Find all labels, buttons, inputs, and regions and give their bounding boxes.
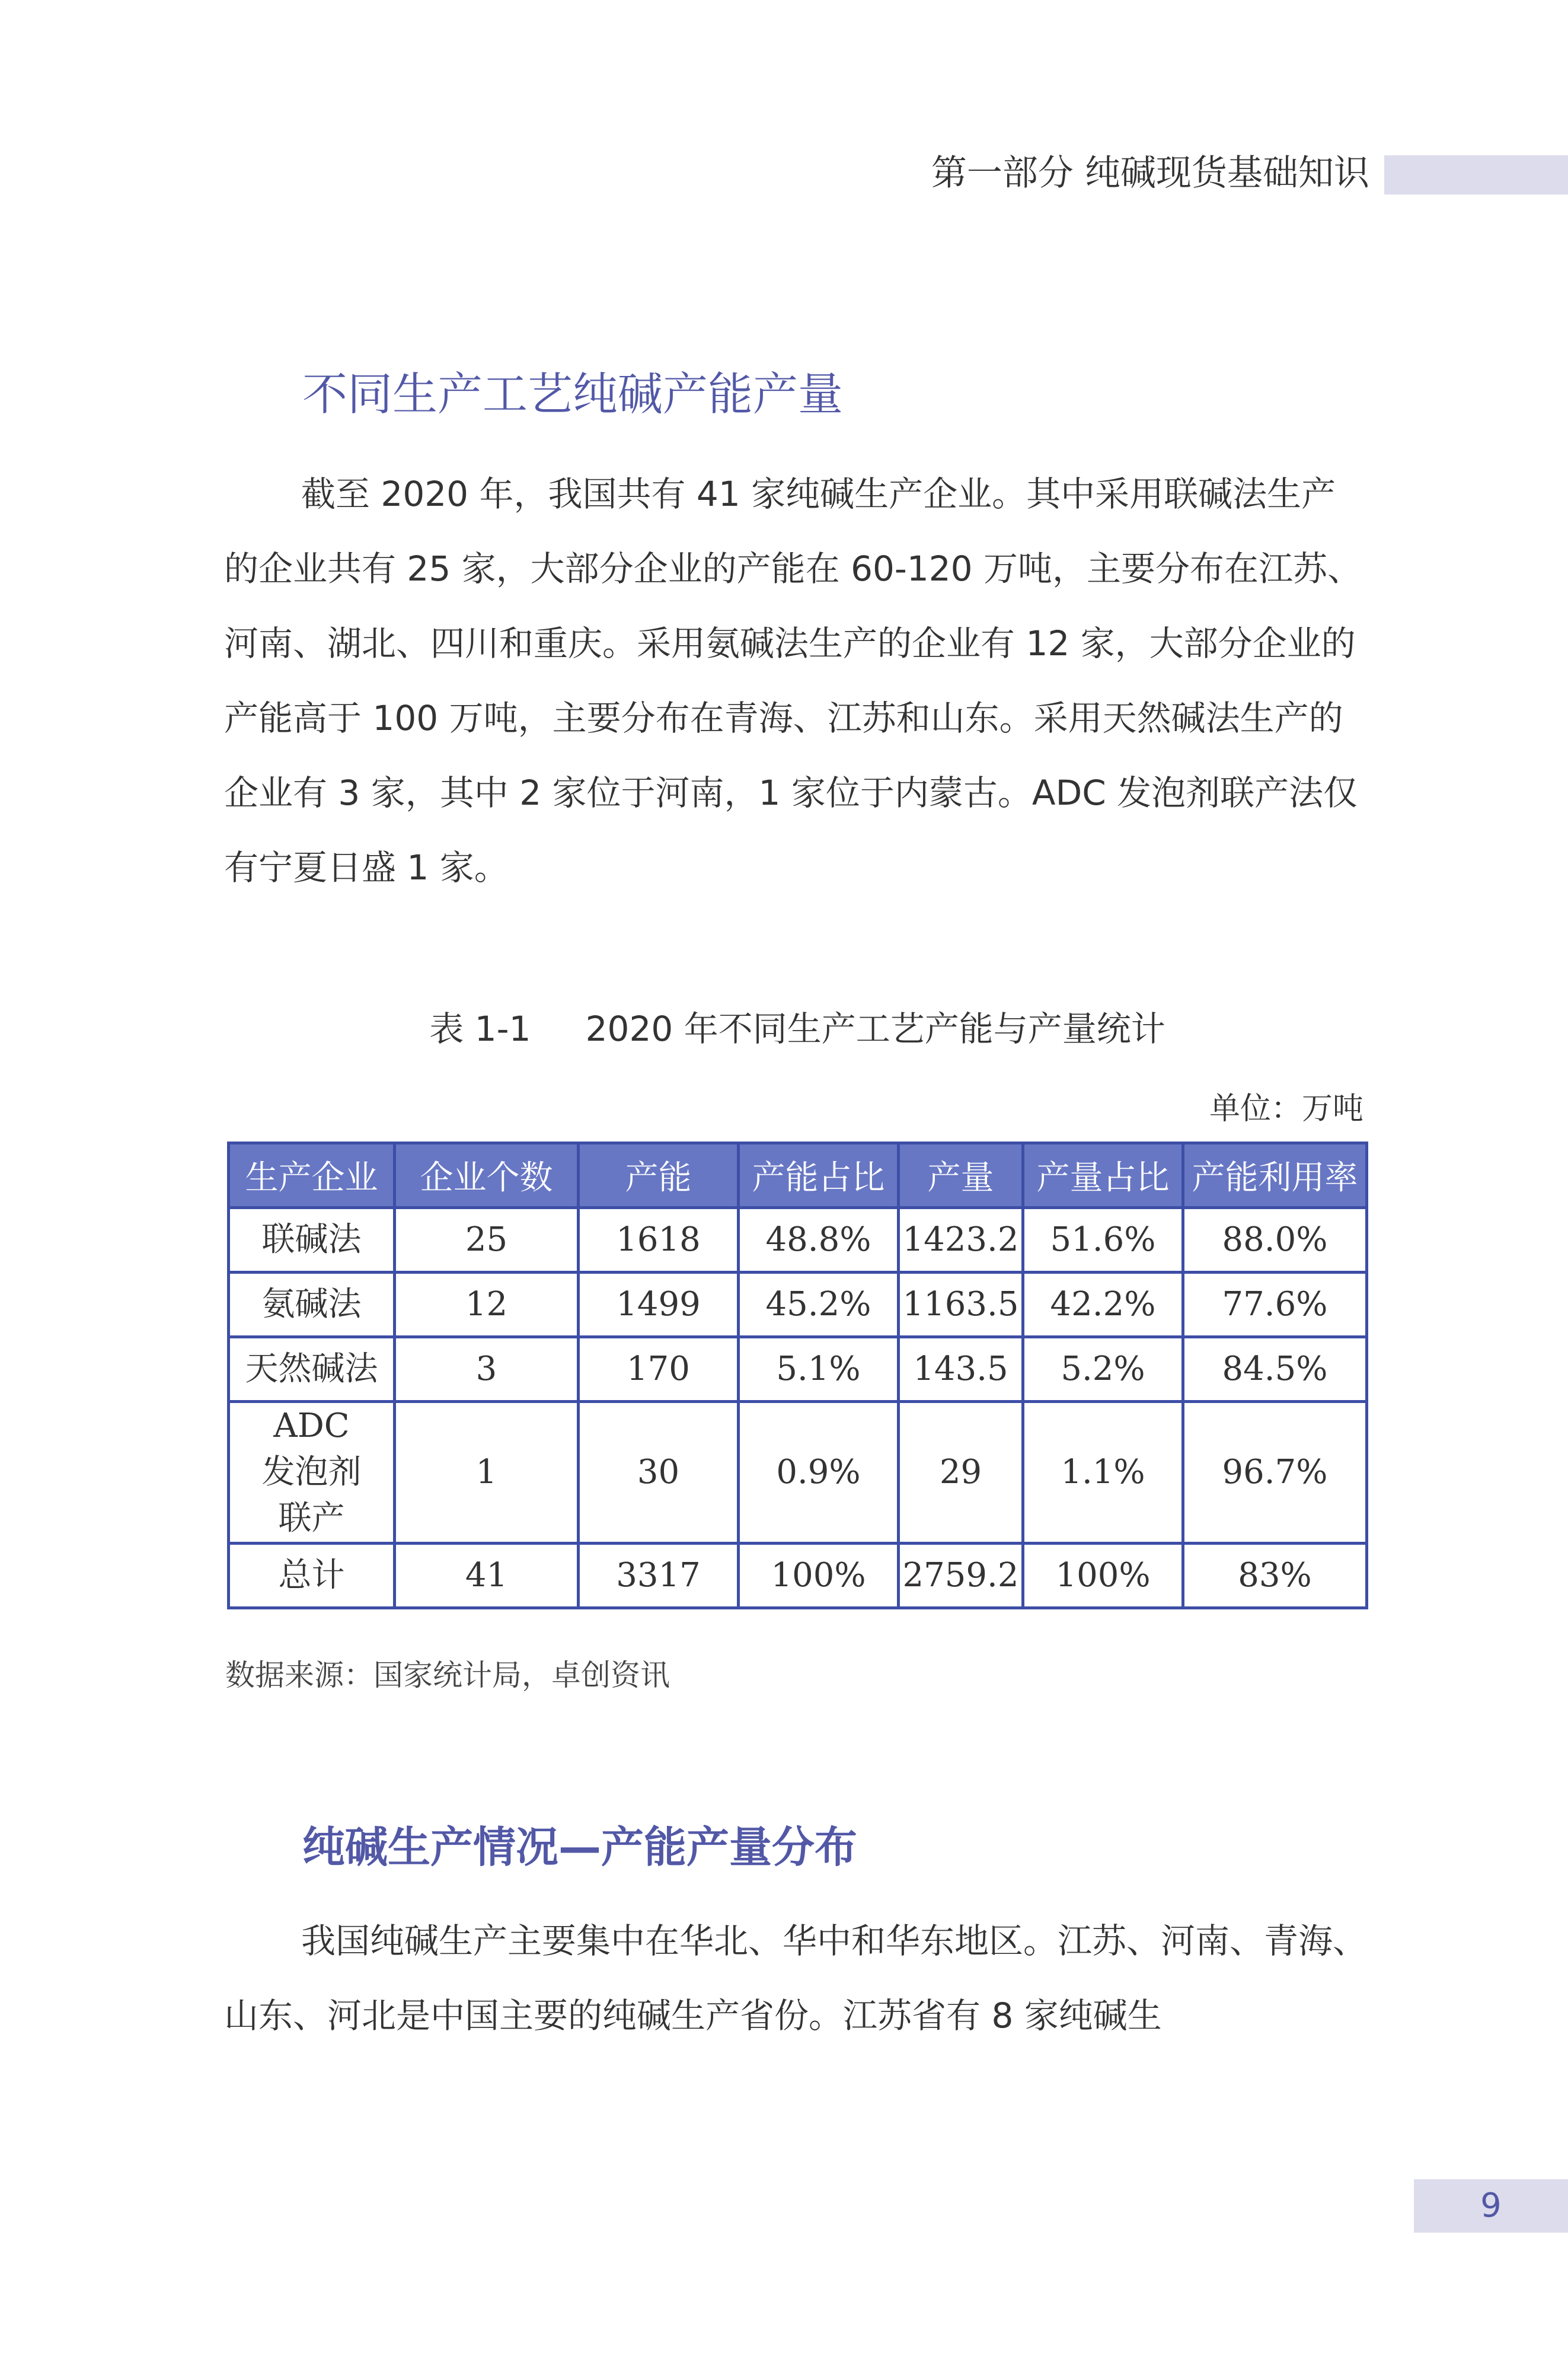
table-cell: 3317 <box>579 1544 739 1608</box>
table-cell: 88.0% <box>1183 1208 1367 1273</box>
table-header-row <box>229 1143 1367 1208</box>
table-cell: 77.6% <box>1183 1273 1367 1337</box>
table-cell: 100% <box>739 1544 899 1608</box>
table-cell: 29 <box>899 1402 1023 1544</box>
table-cell: 96.7% <box>1183 1402 1367 1544</box>
table-cell: 170 <box>579 1337 739 1402</box>
section-title: 纯碱生产情况—产能产量分布 <box>302 1822 858 1872</box>
table-cell: 83% <box>1183 1544 1367 1608</box>
table-cell: 30 <box>579 1402 739 1544</box>
table-cell: 总计 <box>229 1544 395 1608</box>
table-header-cell: 产量 <box>899 1143 1023 1208</box>
table-cell: ADC 发泡剂 联产 <box>229 1402 395 1544</box>
table-header-cell: 生产企业 <box>229 1143 395 1208</box>
table-cell: 1618 <box>579 1208 739 1273</box>
table-cell: 5.2% <box>1023 1337 1183 1402</box>
table-cell: 5.1% <box>739 1337 899 1402</box>
table-header-cell: 产能 <box>579 1143 739 1208</box>
table-header-cell: 产能利用率 <box>1183 1143 1367 1208</box>
table-caption: 表 1-1 2020 年不同生产工艺产能与产量统计 <box>429 1009 1165 1049</box>
data-source-note: 数据来源：国家统计局，卓创资讯 <box>225 1658 670 1692</box>
chapter-header-title: 第一部分 纯碱现货基础知识 <box>931 152 1369 194</box>
table-cell: 25 <box>395 1208 579 1273</box>
table-cell: 84.5% <box>1183 1337 1367 1402</box>
table-cell: 48.8% <box>739 1208 899 1273</box>
table-header-cell: 企业个数 <box>395 1143 579 1208</box>
table-cell: 1.1% <box>1023 1402 1183 1544</box>
table-row <box>229 1337 1367 1402</box>
capacity-output-table <box>227 1142 1368 1609</box>
table-cell: 联碱法 <box>229 1208 395 1273</box>
page-number: 9 <box>1414 2179 1568 2233</box>
body-paragraph: 截至 2020 年，我国共有 41 家纯碱生产企业。其中采用联碱法生产的企业共有 25 家，大部分企业的产能在 60-120 万吨，主要分布在江苏、河南、湖北、四川和重庆。采用氨碱法生产的企业有 12 家，大部分企业的产能高于 100 万吨，主要分布在青海、江苏和山东。采用天然碱法生产的企业有 3 家，其中 2 家位于河南，1 家位于内蒙古。ADC 发泡剂联产法仅有宁夏日盛 1 家。 <box>224 474 1362 888</box>
table-row <box>229 1208 1367 1273</box>
table-cell: 3 <box>395 1337 579 1402</box>
body-paragraph: 我国纯碱生产主要集中在华北、华中和华东地区。江苏、河南、青海、山东、河北是中国主要的纯碱生产省份。江苏省有 8 家纯碱生 <box>224 1921 1368 2036</box>
header-decoration-bar <box>1384 155 1568 195</box>
table-cell: 1 <box>395 1402 579 1544</box>
table-cell: 100% <box>1023 1544 1183 1608</box>
table-cell: 41 <box>395 1544 579 1608</box>
table-row <box>229 1273 1367 1337</box>
table-cell: 0.9% <box>739 1402 899 1544</box>
table-cell: 1499 <box>579 1273 739 1337</box>
table-row <box>229 1544 1367 1608</box>
section-title: 不同生产工艺纯碱产能产量 <box>302 368 843 420</box>
table-unit-label: 单位：万吨 <box>1209 1091 1363 1127</box>
table-row <box>229 1402 1367 1544</box>
table-cell: 氨碱法 <box>229 1273 395 1337</box>
table-cell: 天然碱法 <box>229 1337 395 1402</box>
table-header-cell: 产能占比 <box>739 1143 899 1208</box>
table-cell: 45.2% <box>739 1273 899 1337</box>
table-cell: 1423.2 <box>899 1208 1023 1273</box>
table-cell: 2759.2 <box>899 1544 1023 1608</box>
table-cell: 143.5 <box>899 1337 1023 1402</box>
table-cell: 12 <box>395 1273 579 1337</box>
table-cell: 51.6% <box>1023 1208 1183 1273</box>
table-cell: 42.2% <box>1023 1273 1183 1337</box>
table-header-cell: 产量占比 <box>1023 1143 1183 1208</box>
table-cell: 1163.5 <box>899 1273 1023 1337</box>
